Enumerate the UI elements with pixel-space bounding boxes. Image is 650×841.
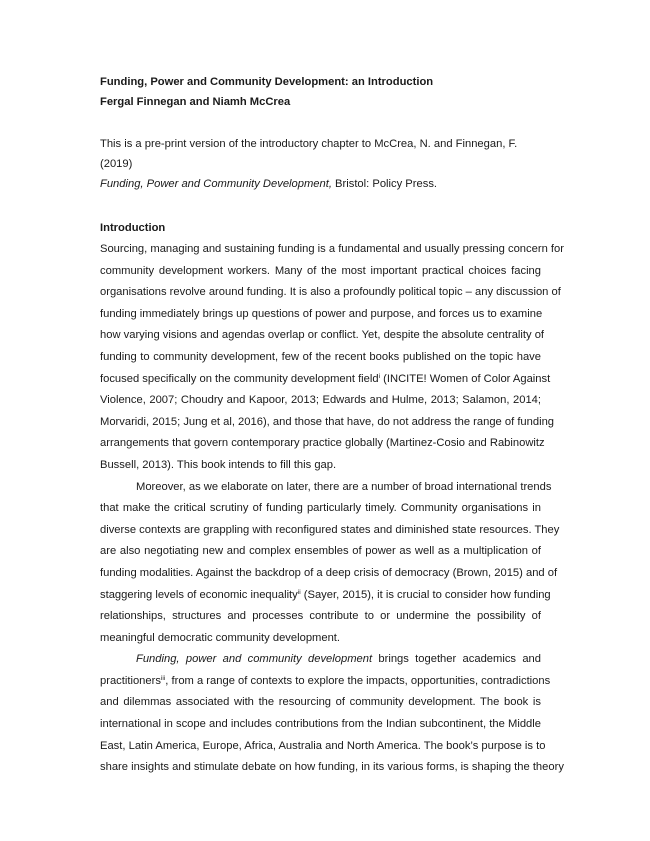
text-line (100, 585, 551, 607)
text-line: and dilemmas associated with the resourcing of community development. The book is (100, 696, 541, 709)
text-line: that make the critical scrutiny of funding particularly timely. Community organisations in (100, 502, 541, 515)
text-fragment: brings together academics and (372, 653, 541, 666)
text-line: community development workers. Many of the most important practical choices facing (100, 264, 541, 277)
endnote-marker[interactable]: ii (297, 588, 301, 596)
text-line: organisations revolve around funding. It is also a profoundly political topic – any discussion of (100, 286, 561, 299)
preprint-notice-line: This is a pre-print version of the introductory chapter to McCrea, N. and Finnegan, F. (2019) (100, 138, 518, 170)
paragraph-2 (100, 477, 560, 650)
book-title: Funding, power and community development (136, 653, 373, 666)
text-fragment: staggering levels of economic inequality (100, 588, 298, 601)
preprint-notice (100, 134, 541, 194)
text-line: East, Latin America, Europe, Africa, Australia and North America. The book’s purpose is to (100, 739, 546, 752)
text-line: Morvaridi, 2015; Jung et al, 2016), and those that have, do not address the range of funding (100, 415, 555, 428)
section-heading: Introduction (100, 222, 166, 234)
text-line: funding modalities. Against the backdrop of a deep crisis of democracy (Brown, 2015) and of (100, 566, 558, 579)
text-line: funding immediately brings up questions of power and purpose, and forces us to examine (100, 307, 543, 320)
text-line: Violence, 2007; Choudry and Kapoor, 2013; Edwards and Hulme, 2013; Salamon, 2014; (100, 394, 541, 407)
text-fragment: (Sayer, 2015), it is crucial to consider how funding (300, 588, 551, 601)
text-line: arrangements that govern contemporary practice globally (Martinez-Cosio and Rabinowitz (100, 437, 545, 450)
text-line: Moreover, as we elaborate on later, there are a number of broad international trends (136, 480, 552, 493)
text-line: how varying visions and agendas overlap or conflict. Yet, despite the absolute centrality of (100, 329, 545, 342)
text-line (100, 671, 551, 693)
text-line: international in scope and includes contributions from the Indian subcontinent, the Middle (100, 718, 541, 731)
text-line: relationships, structures and processes contribute to or undermine the possibility of (100, 610, 541, 623)
text-line: Sourcing, managing and sustaining funding is a fundamental and usually pressing concern for (100, 243, 564, 255)
document-body (100, 72, 564, 779)
text-line: funding to community development, few of the recent books published on the topic have (100, 350, 541, 363)
text-fragment: focused specifically on the community development field (100, 372, 379, 385)
document-authors: Fergal Finnegan and Niamh McCrea (100, 96, 291, 108)
text-line: meaningful democratic community development. (100, 631, 341, 644)
text-fragment: practitioners (100, 674, 161, 687)
endnote-marker[interactable]: i (378, 372, 381, 380)
document-title: Funding, Power and Community Development: an Introduction (100, 76, 434, 88)
text-line (100, 369, 551, 391)
text-line: share insights and stimulate debate on how funding, in its various forms, is shaping the theory (100, 761, 564, 774)
paragraph-3 (100, 649, 564, 779)
paragraph-1 (100, 239, 564, 477)
text-fragment: , from a range of contexts to explore the impacts, opportunities, contradictions (165, 674, 551, 687)
text-line: are also negotiating new and complex ensembles of power as well as a multiplication of (100, 545, 541, 558)
text-line (100, 649, 541, 671)
endnote-marker[interactable]: iii (160, 674, 166, 682)
text-line: Bussell, 2013). This book intends to fill this gap. (100, 458, 337, 471)
preprint-book-title: Funding, Power and Community Development, (100, 178, 332, 190)
text-line: diverse contexts are grappling with reconfigured states and diminished state resources. They (100, 523, 560, 536)
text-fragment: (INCITE! Women of Color Against (380, 372, 551, 385)
preprint-publisher: Bristol: Policy Press. (331, 178, 438, 190)
